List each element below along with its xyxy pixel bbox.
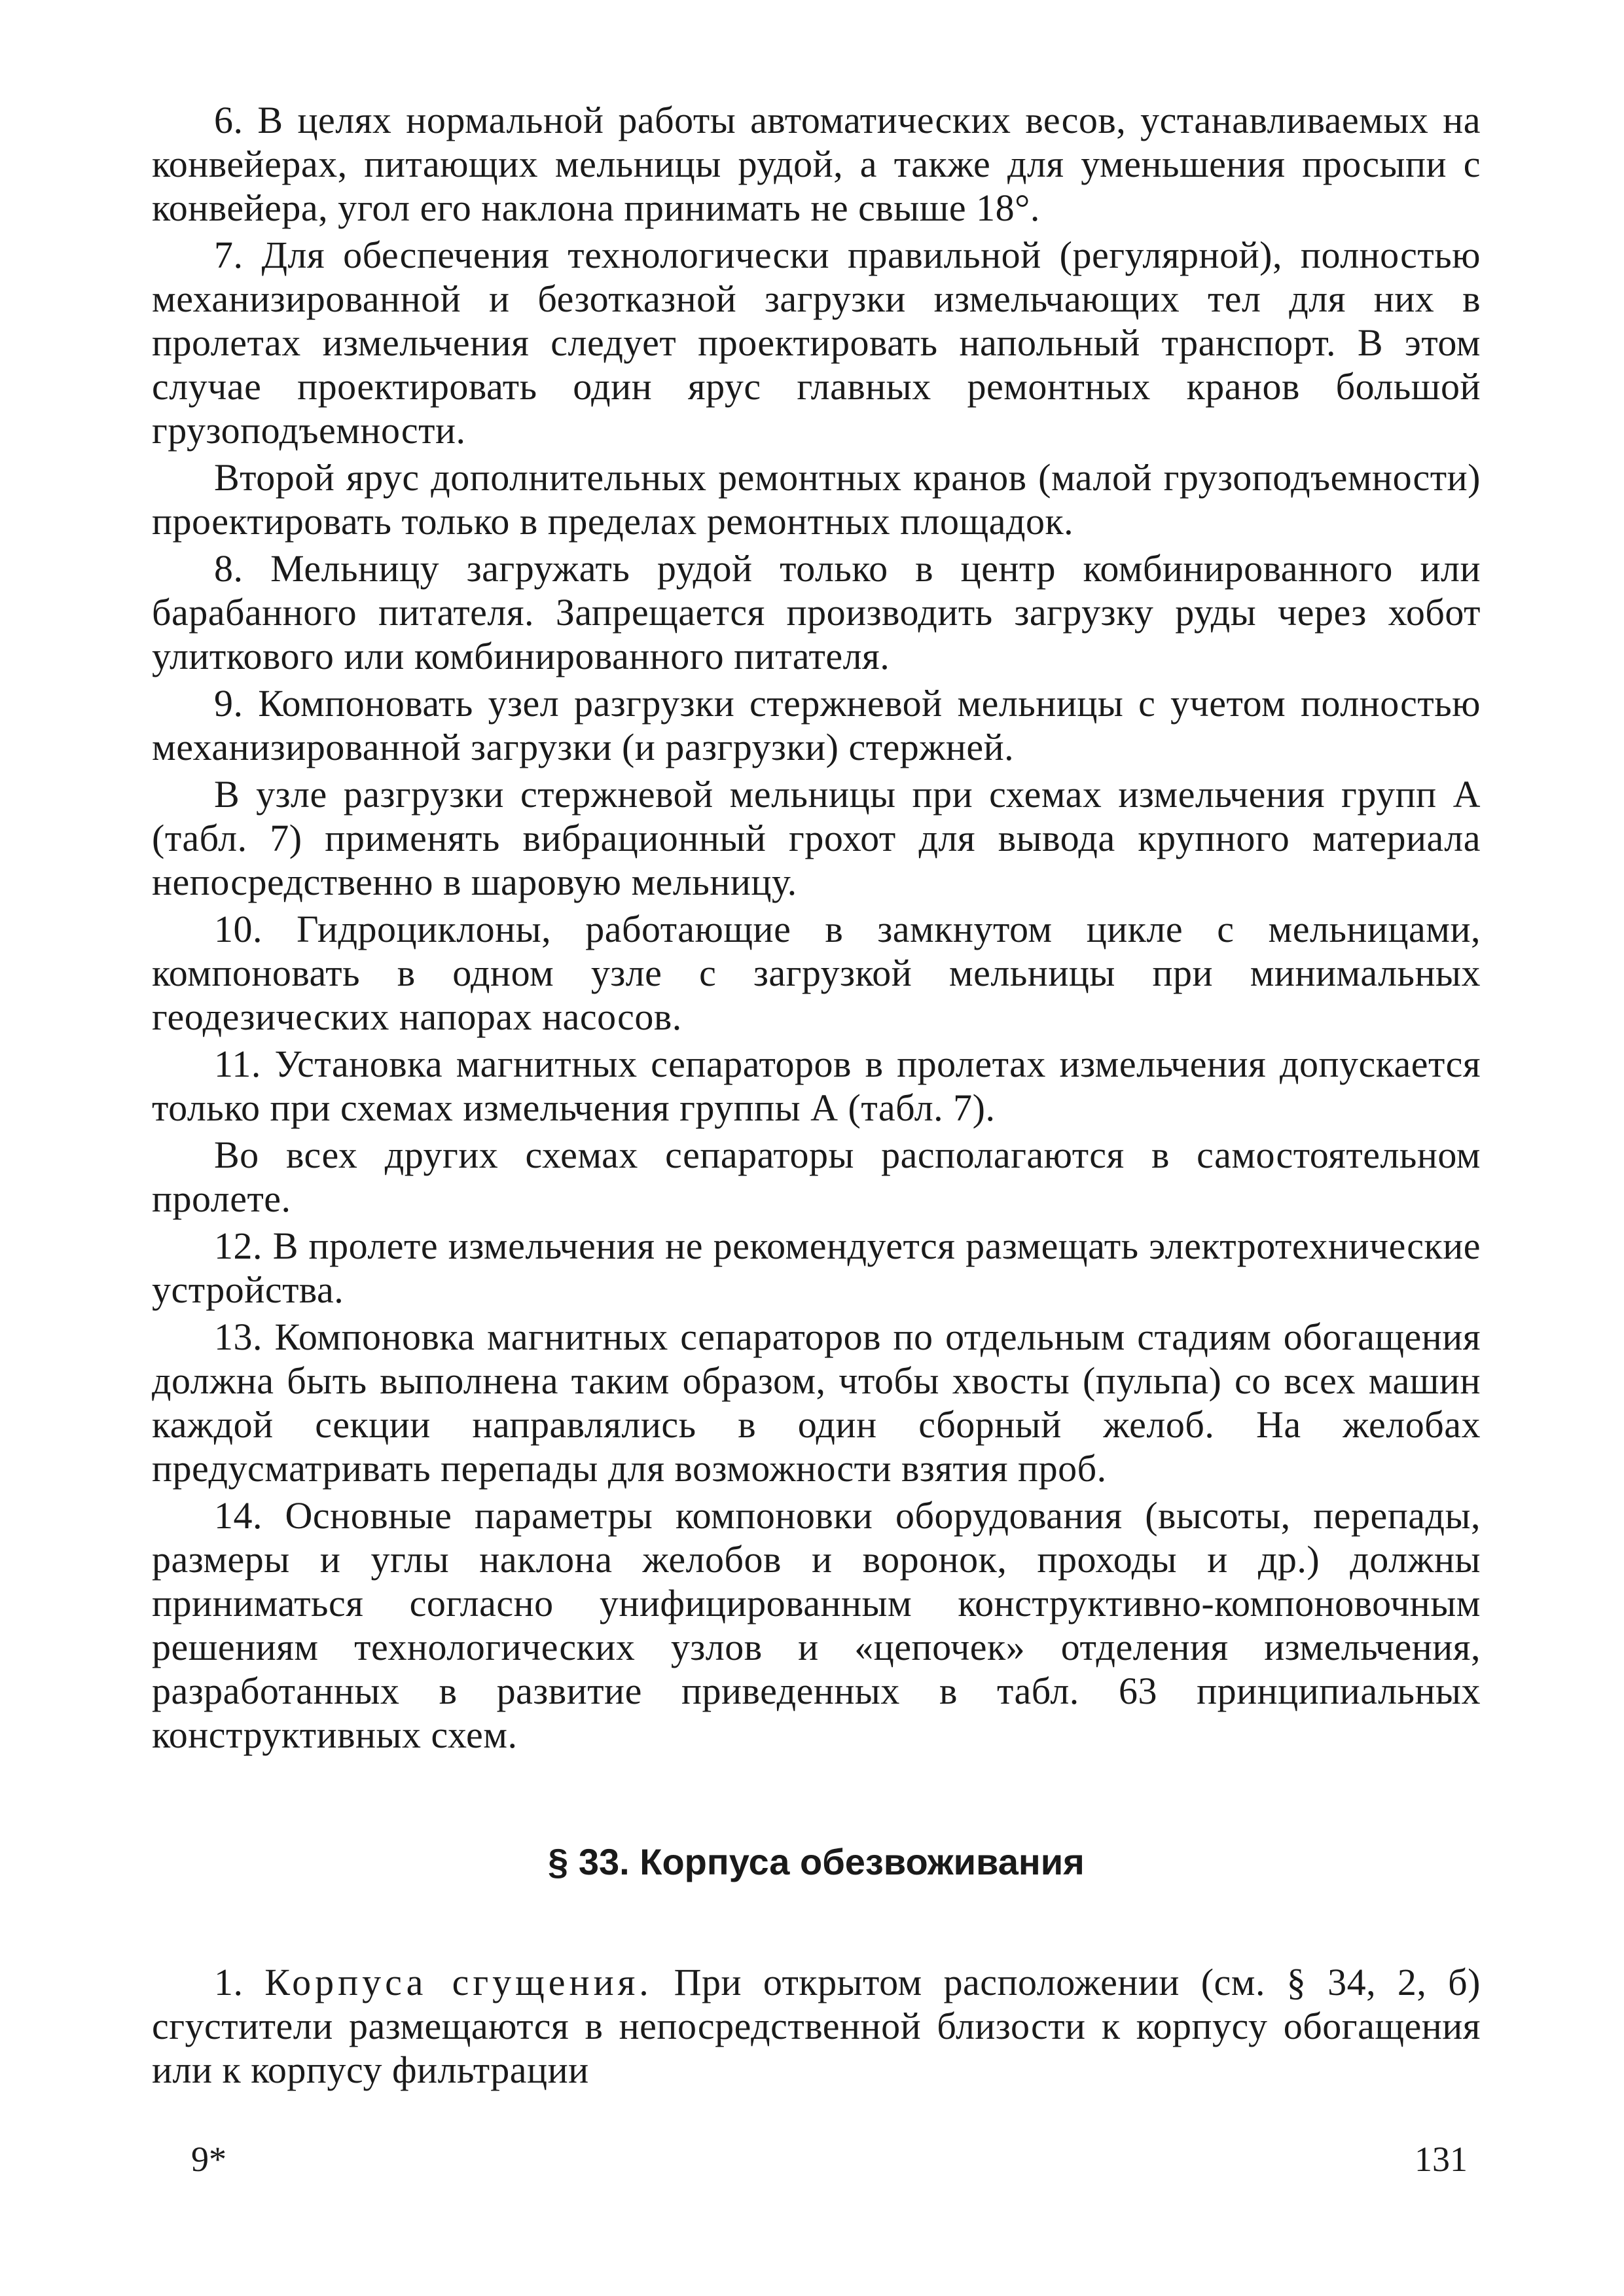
paragraph-8: 8. Мельницу загружать рудой только в центр комбинированного или барабанного питателя. Запрещается производить загрузку руды через хобот улиткового или комбинированного питателя. bbox=[152, 547, 1481, 677]
signature-mark: 9* bbox=[191, 2140, 226, 2179]
paragraph-7: 7. Для обеспечения технологически правильной (регулярной), полностью механизированной и безотказной загрузки измельчающих тел для них в пролетах измельчения следует проектировать напольный транспорт. В этом случае проектировать один ярус главных ремонтных кранов большой грузоподъемности. bbox=[152, 234, 1481, 452]
paragraph-thickening: 1. Корпуса сгущения. При открытом расположении (см. § 34, 2, б) сгустители размещаются в непосредственной близости к корпусу обогащения или к корпусу фильтрации bbox=[152, 1961, 1481, 2091]
paragraph-13: 13. Компоновка магнитных сепараторов по отдельным стадиям обогащения должна быть выполнена таким образом, чтобы хвосты (пульпа) со всех машин каждой секции направлялись в один сборный желоб. На желобах предусматривать перепады для возможности взятия проб. bbox=[152, 1316, 1481, 1490]
paragraph-11-continued: Во всех других схемах сепараторы располагаются в самостоятельном пролете. bbox=[152, 1134, 1481, 1220]
paragraph-9-continued: В узле разгрузки стержневой мельницы при схемах измельчения групп А (табл. 7) применять вибрационный грохот для вывода крупного материала непосредственно в шаровую мельницу. bbox=[152, 773, 1481, 903]
paragraph-10: 10. Гидроциклоны, работающие в замкнутом цикле с мельницами, компоновать в одном узле с загрузкой мельницы при минимальных геодезических напорах насосов. bbox=[152, 908, 1481, 1038]
section-heading: § 33. Корпуса обезвоживания bbox=[548, 1841, 1085, 1882]
spaced-term: Корпуса сгущения. bbox=[264, 1961, 653, 2003]
paragraph-7-continued: Второй ярус дополнительных ремонтных кранов (малой грузоподъемности) проектировать только в пределах ремонтных площадок. bbox=[152, 456, 1481, 543]
paragraph-14: 14. Основные параметры компоновки оборудования (высоты, перепады, размеры и углы наклона желобов и воронок, проходы и др.) должны приниматься согласно унифицированным конструктивно-компоновочным решениям технологических узлов и «цепочек» отделения измельчения, разработанных в развитие приведенных в табл. 63 принципиальных конструктивных схем. bbox=[152, 1494, 1481, 1756]
paragraph-6: 6. В целях нормальной работы автоматических весов, устанавливаемых на конвейерах, питающих мельницы рудой, а также для уменьшения просыпи с конвейера, угол его наклона принимать не свыше 18°. bbox=[152, 99, 1481, 229]
paragraph-9: 9. Компоновать узел разгрузки стержневой мельницы с учетом полностью механизированной загрузки (и разгрузки) стержней. bbox=[152, 682, 1481, 768]
paragraph-12: 12. В пролете измельчения не рекомендуется размещать электротехнические устройства. bbox=[152, 1225, 1481, 1311]
page-body bbox=[152, 98, 1481, 2095]
paragraph-11: 11. Установка магнитных сепараторов в пролетах измельчения допускается только при схемах измельчения группы А (табл. 7). bbox=[152, 1043, 1481, 1129]
page-number: 131 bbox=[1415, 2140, 1468, 2179]
